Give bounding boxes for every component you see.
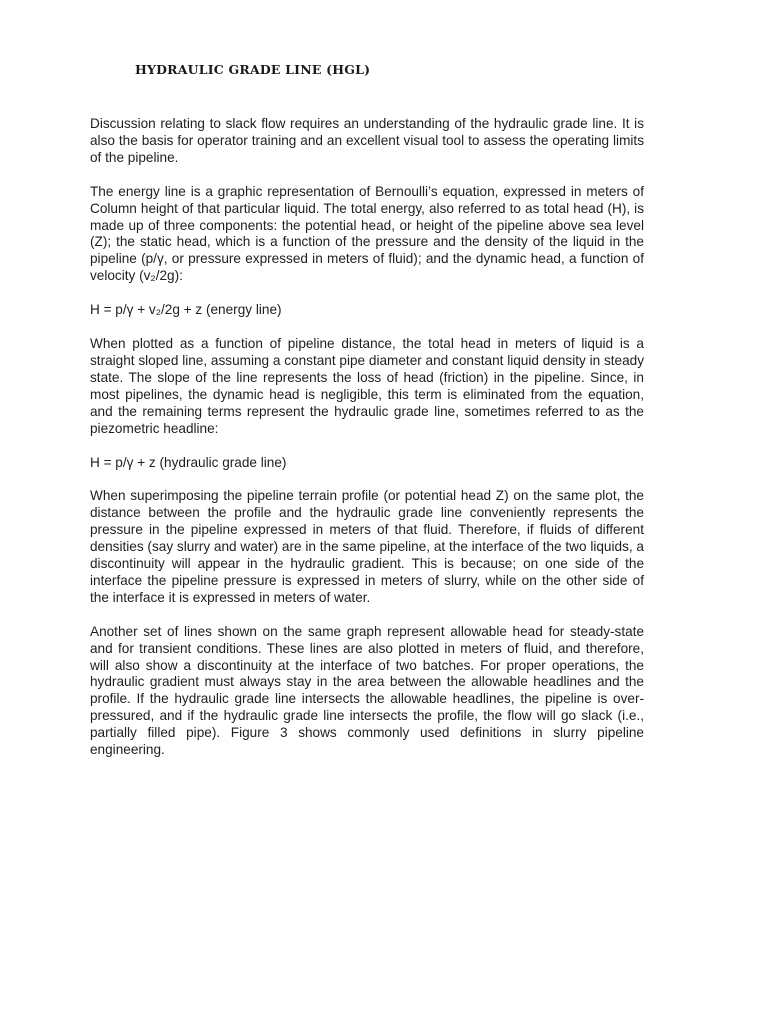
paragraph-intro: Discussion relating to slack flow requires an understanding of the hydraulic grade line. It is also the basis for operator training and an excellent visual tool to assess the operating limits of the pipeline.	[90, 116, 644, 165]
paragraph-energy-line: The energy line is a graphic representation of Bernoulli’s equation, expressed in meters of Column height of that particular liquid. The total energy, also referred to as total head (H), is made up of three components: the potential head, or height of the pipeline above sea level (Z); the static head, which is a function of the pressure and the density of the liquid in the pipeline (p/γ, or pressure expressed in meters of fluid); and the dynamic head, a function of velocity (v₂/2g):	[90, 183, 644, 284]
document-title: HYDRAULIC GRADE LINE (HGL)	[135, 62, 371, 77]
paragraph-hydraulic-grade: When plotted as a function of pipeline distance, the total head in meters of liquid is a straight sloped line, assuming a constant pipe diameter and constant liquid density in steady state. The slope of the line represents the loss of head (friction) in the pipeline. Since, in most pipelines, the dynamic head is negligible, this term is eliminated from the equation, and the remaining terms represent the hydraulic grade line, sometimes referred to as the piezometric headline:	[90, 336, 644, 436]
document-body	[90, 116, 644, 776]
equation-energy-line: H = p/γ + v₂/2g + z (energy line)	[90, 302, 282, 318]
paragraph-allowable-head: Another set of lines shown on the same graph represent allowable head for steady-state and for transient conditions. These lines are also plotted in meters of fluid, and therefore, will also show a discontinuity at the interface of two batches. For proper operations, the hydraulic gradient must always stay in the area between the allowable headlines and the profile. If the hydraulic grade line intersects the allowable headlines, the pipeline is over-pressured, and if the hydraulic grade line intersects the profile, the flow will go slack (i.e., partially filled pipe). Figure 3 shows commonly used definitions in slurry pipeline engineering.	[90, 623, 644, 758]
paragraph-terrain-profile: When superimposing the pipeline terrain profile (or potential head Z) on the same plot, the distance between the profile and the hydraulic grade line conveniently represents the pressure in the pipeline expressed in meters of that fluid. Therefore, if fluids of different densities (say slurry and water) are in the same pipeline, at the interface of the two liquids, a discontinuity will appear in the hydraulic gradient. This is because; on one side of the interface the pipeline pressure is expressed in meters of slurry, while on the other side of the interface it is expressed in meters of water.	[90, 488, 644, 605]
equation-hydraulic-grade-line: H = p/γ + z (hydraulic grade line)	[90, 454, 287, 470]
